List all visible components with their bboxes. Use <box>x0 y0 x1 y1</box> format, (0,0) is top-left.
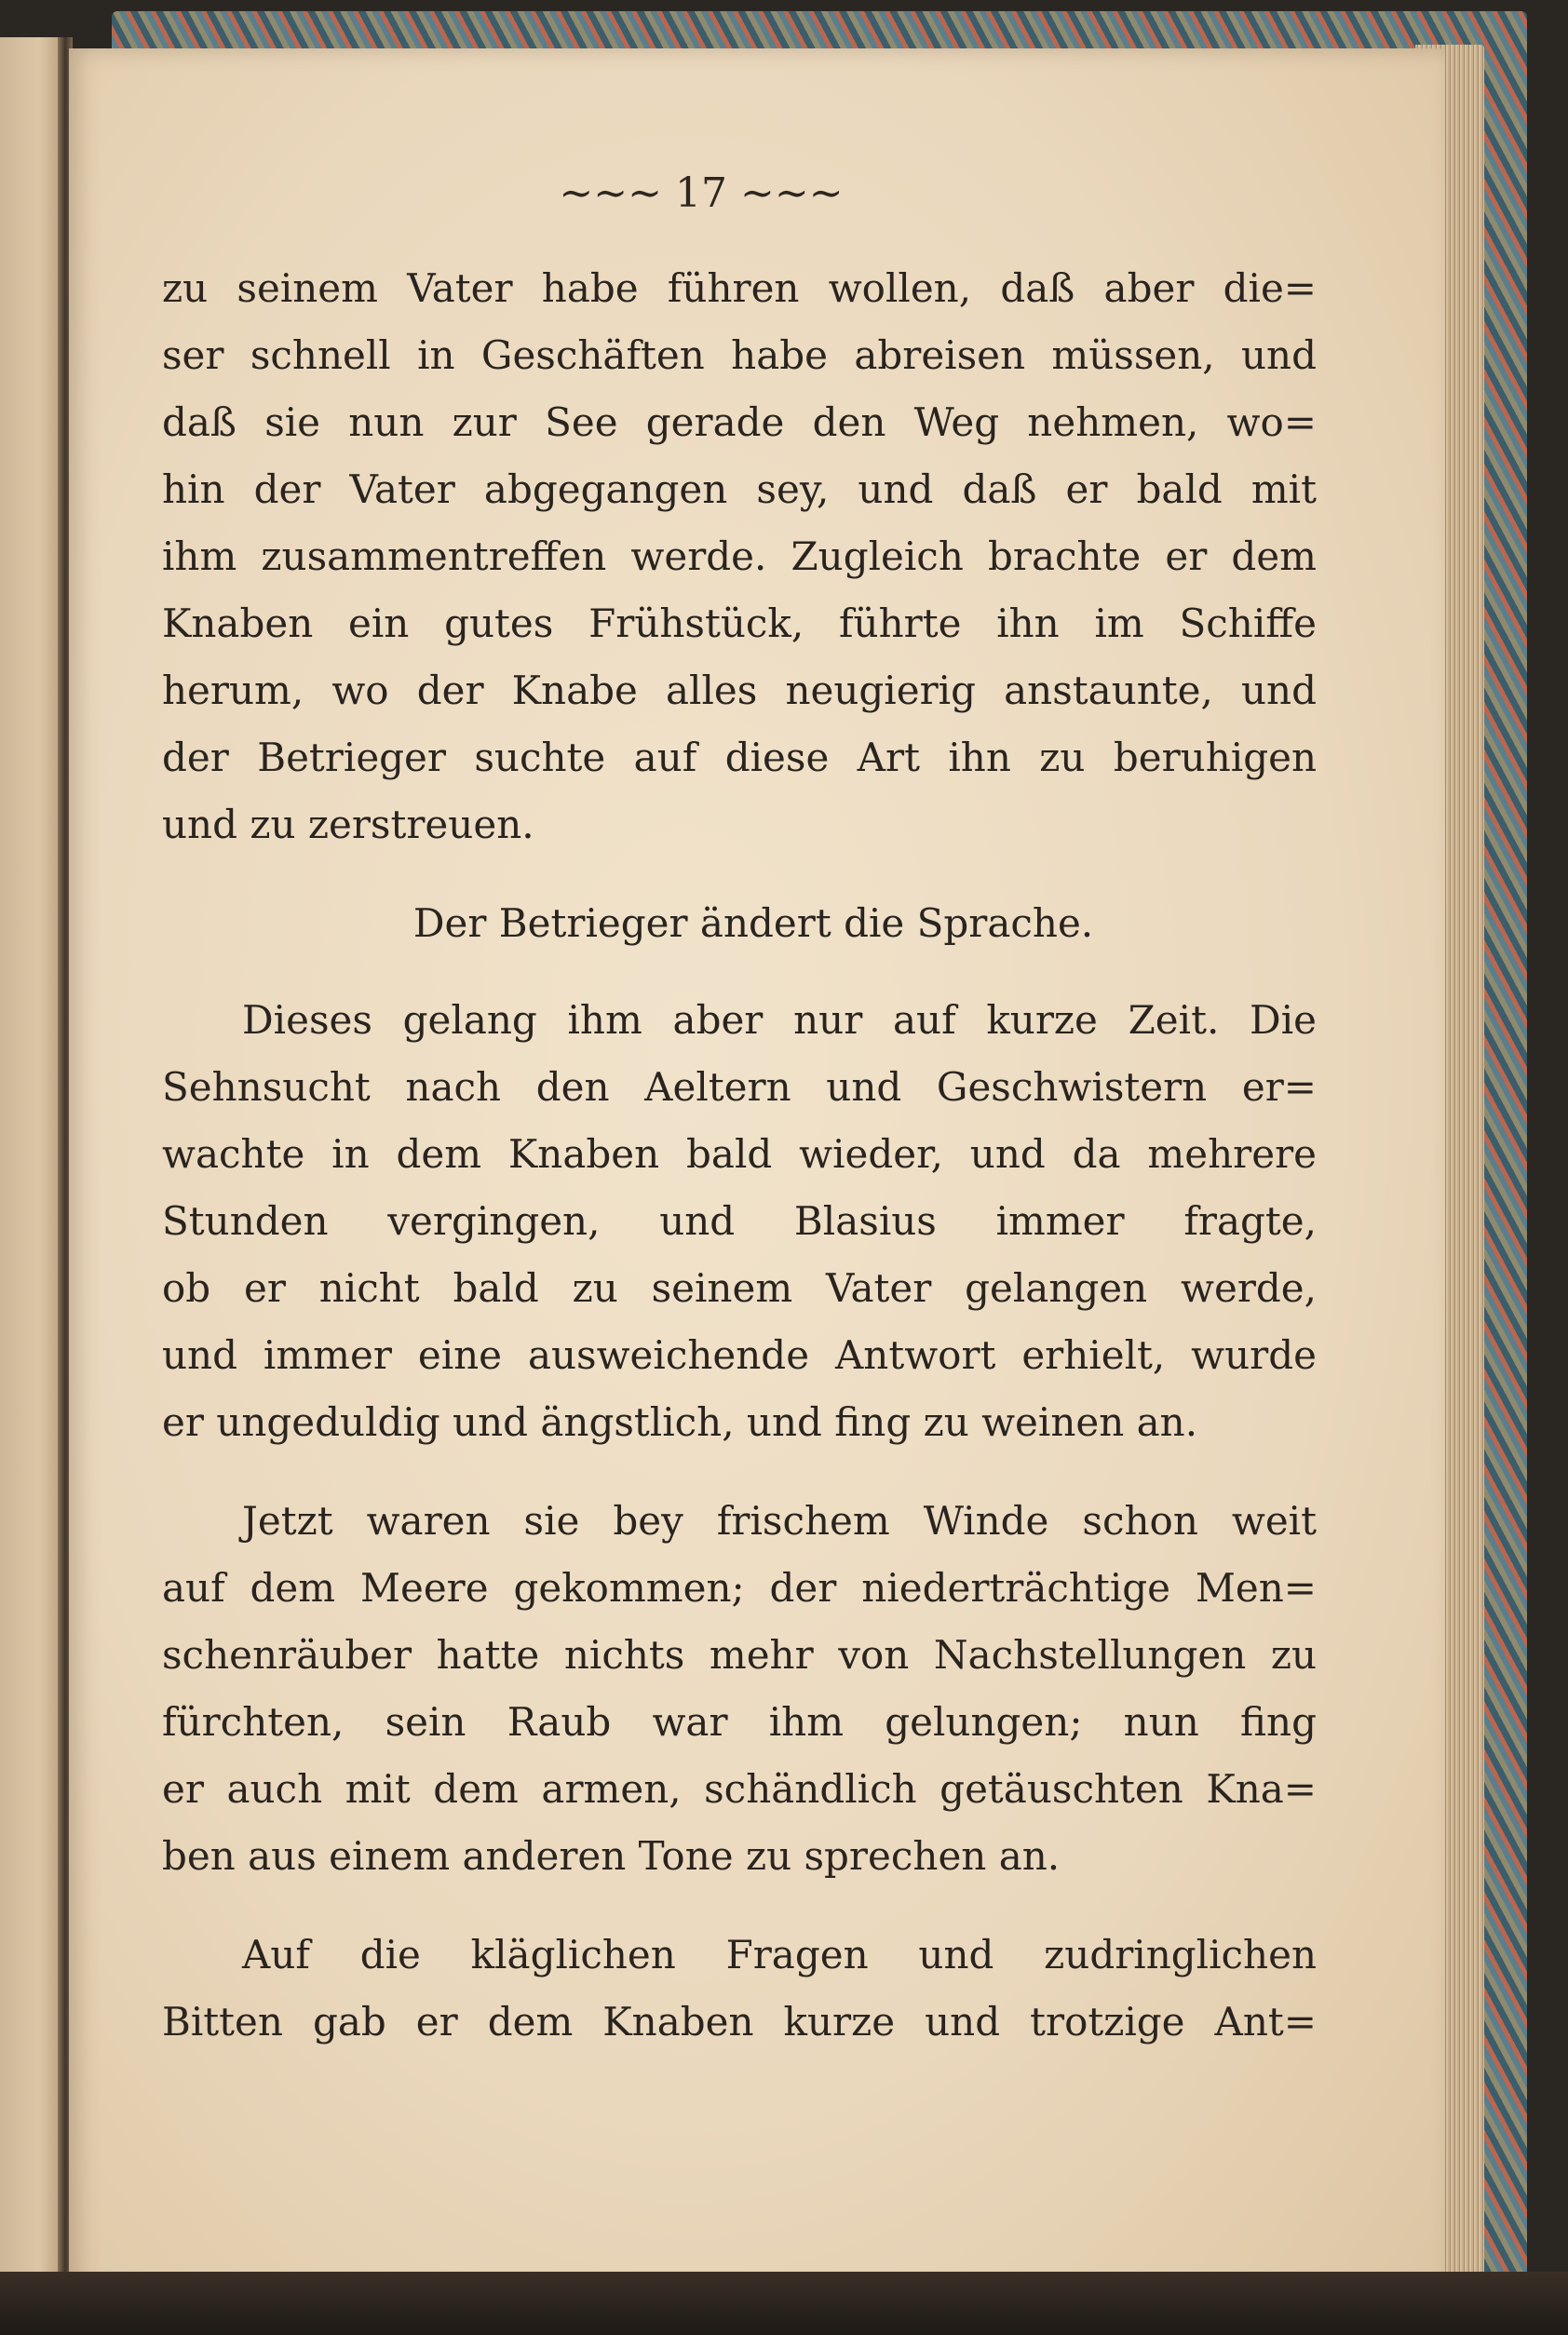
bottom-board <box>0 2272 1568 2335</box>
page-number-ornament-right: ~~~ <box>727 169 844 217</box>
text-line: und immer eine ausweichende Antwort erhielt, wurde <box>162 1332 1317 1378</box>
text-line: auf dem Meere gekommen; der niederträchtige Men= <box>162 1565 1317 1611</box>
body-text <box>162 255 1317 2056</box>
text-line: ben aus einem anderen Tone zu sprechen an. <box>162 1833 1061 1879</box>
text-line: Dieses gelang ihm aber nur auf kurze Zeit. Die <box>242 997 1317 1043</box>
text-line: ser schnell in Geschäften habe abreisen müssen, und <box>162 332 1317 378</box>
text-line: er ungeduldig und ängstlich, und fing zu weinen an. <box>162 1399 1198 1445</box>
text-line: und zu zerstreuen. <box>162 802 534 847</box>
text-line: der Betrieger suchte auf diese Art ihn zu beruhigen <box>162 735 1317 780</box>
text-line: Jetzt waren sie bey frischem Winde schon weit <box>242 1498 1317 1544</box>
text-line: Sehnsucht nach den Aeltern und Geschwistern er= <box>162 1064 1317 1110</box>
left-page-edge <box>0 37 65 2272</box>
text-line: wachte in dem Knaben bald wieder, und da mehrere <box>162 1131 1317 1177</box>
book-page <box>69 48 1445 2292</box>
text-line: Auf die kläglichen Fragen und zudringlichen <box>242 1932 1317 1977</box>
text-line: ob er nicht bald zu seinem Vater gelangen werde, <box>162 1265 1317 1311</box>
page-number-value: 17 <box>675 169 727 217</box>
paragraph-gap <box>162 1456 1317 1488</box>
page-number-ornament-left: ~~~ <box>559 169 675 217</box>
text-line: daß sie nun zur See gerade den Weg nehmen, wo= <box>162 399 1317 445</box>
text-line: zu seinem Vater habe führen wollen, daß aber die= <box>162 265 1317 311</box>
section-heading: Der Betrieger ändert die Sprache. <box>412 900 1094 946</box>
text-line: herum, wo der Knabe alles neugierig anstaunte, und <box>162 668 1317 713</box>
page-number <box>13 169 1389 217</box>
text-line: Bitten gab er dem Knaben kurze und trotzige Ant= <box>162 1999 1317 2045</box>
text-line: fürchten, sein Raub war ihm gelungen; nun fing <box>162 1699 1317 1745</box>
text-line: schenräuber hatte nichts mehr von Nachstellungen zu <box>162 1632 1317 1678</box>
paragraph-gap <box>162 1890 1317 1922</box>
text-line: er auch mit dem armen, schändlich getäuschten Kna= <box>162 1766 1317 1812</box>
text-line: Stunden vergingen, und Blasius immer fragte, <box>162 1198 1317 1244</box>
text-line: hin der Vater abgegangen sey, und daß er bald mit <box>162 466 1317 512</box>
text-line: ihm zusammentreffen werde. Zugleich brachte er dem <box>162 533 1317 579</box>
text-line: Knaben ein gutes Frühstück, führte ihn im Schiffe <box>162 601 1317 646</box>
